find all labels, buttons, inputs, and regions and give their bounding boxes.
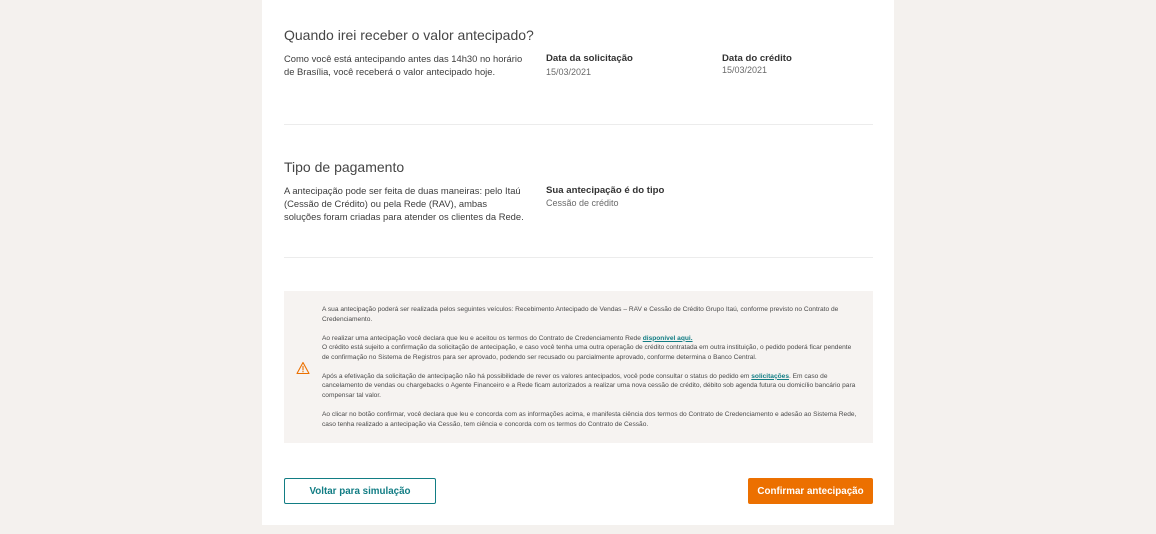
- notice-paragraph: A sua antecipação poderá ser realizada pelos seguintes veículos: Recebimento Antecipado de Vendas – RAV e Cessão de Crédito Grupo Itaú, conforme previsto no Contrato de Credenciamento.: [322, 306, 839, 323]
- payment-type-value: Cessão de crédito: [546, 198, 619, 208]
- legal-notice-text: [322, 305, 857, 439]
- notice-text-segment: . Em caso de cancelamento de vendas ou chargebacks o Agente Financeiro e a Rede ficam autorizados a realizar uma nova cessão de crédito, débito sob agenda futura ou domicílio bancário para compensar tal valor.: [322, 372, 856, 399]
- back-to-simulation-button[interactable]: Voltar para simulação: [284, 478, 436, 504]
- section-divider: [284, 124, 873, 125]
- section-divider: [284, 257, 873, 258]
- notice-text-segment: Após a efetivação da solicitação de antecipação não há possibilidade de rever os valores antecipados, você pode consultar o status do pedido em: [322, 372, 752, 380]
- payment-type-label: Sua antecipação é do tipo: [546, 185, 665, 196]
- contract-link[interactable]: disponível aqui.: [642, 334, 693, 342]
- notice-paragraph: [322, 372, 857, 401]
- notice-text-segment: O crédito está sujeito a confirmação da solicitação de antecipação, e caso você tenha uma outra operação de crédito contratada em outra instituição, o pedido poderá ficar pendente de confirmação no Sistema de Registros para ser aprovado, podendo ser recusado ou parcialmente aprovado, conforme determina o Banco Central.: [322, 344, 852, 361]
- credit-date-value: 15/03/2021: [722, 65, 768, 75]
- payment-section-title: Tipo de pagamento: [284, 159, 405, 175]
- confirmation-card: [262, 0, 894, 525]
- notice-paragraph: [322, 334, 857, 363]
- credit-date-label: Data do crédito: [722, 53, 792, 64]
- legal-notice-box: [284, 291, 873, 443]
- confirm-anticipation-button[interactable]: Confirmar antecipação: [748, 478, 873, 504]
- requests-link[interactable]: solicitações: [751, 372, 789, 380]
- request-date-label: Data da solicitação: [546, 53, 633, 64]
- request-date-value: 15/03/2021: [546, 67, 592, 77]
- receive-section-description: Como você está antecipando antes das 14h30 no horário de Brasília, você receberá o valor antecipado hoje.: [284, 53, 523, 77]
- receive-section-title: Quando irei receber o valor antecipado?: [284, 27, 534, 43]
- notice-text-segment: Ao realizar uma antecipação você declara que leu e aceitou os termos do Contrato de Credenciamento Rede: [322, 334, 643, 342]
- payment-section-description: A antecipação pode ser feita de duas maneiras: pelo Itaú (Cessão de Crédito) ou pela Rede (RAV), ambas soluções foram criadas para atender os clientes da Rede.: [284, 185, 524, 222]
- notice-paragraph: Ao clicar no botão confirmar, você declara que leu e concorda com as informações acima, e manifesta ciência dos termos do Contrato de Credenciamento e adesão ao Sistema Rede, caso tenha realizado a antecipação via Cessão, tem ciência e concorda com os termos do Contrato de Cessão.: [322, 410, 857, 428]
- warning-icon: [296, 361, 310, 375]
